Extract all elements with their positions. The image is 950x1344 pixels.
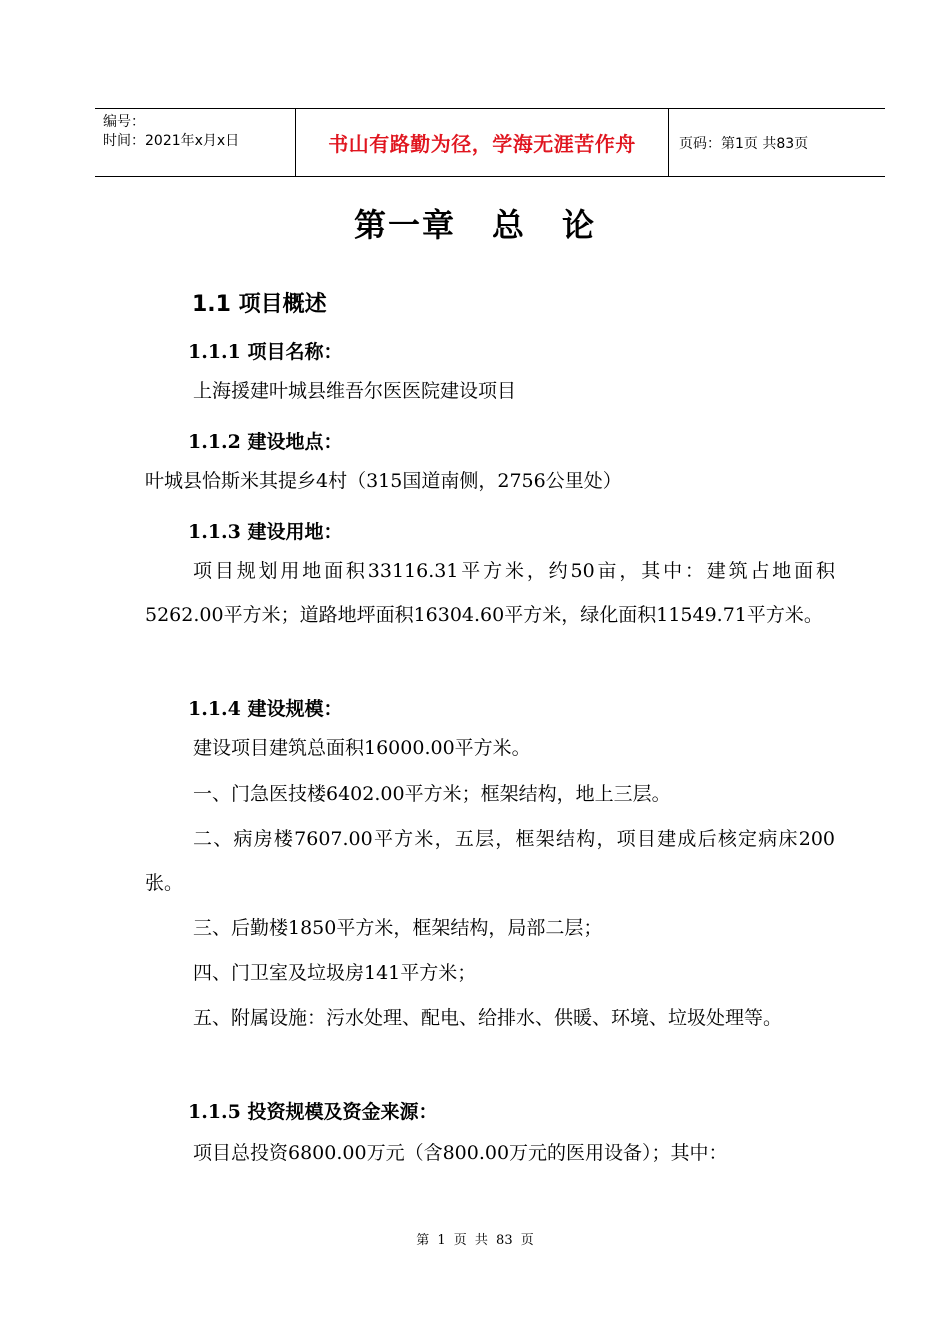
paragraph-investment: 项目总投资6800.00万元（含800.00万元的医用设备）；其中： bbox=[193, 1142, 728, 1164]
header-meta bbox=[95, 109, 296, 176]
subheading-investment: 1.1.5 投资规模及资金来源： bbox=[188, 1101, 438, 1123]
paragraph-scale-item-5: 五、附属设施：污水处理、配电、给排水、供暖、环境、垃圾处理等。 bbox=[193, 1007, 783, 1029]
page-header bbox=[95, 108, 885, 177]
chapter-title bbox=[0, 200, 950, 246]
paragraph-location: 叶城县恰斯米其提乡4村（315国道南侧，2756公里处） bbox=[145, 470, 622, 492]
subheading-scale: 1.1.4 建设规模： bbox=[188, 698, 343, 720]
chapter-title-part3: 论 bbox=[562, 206, 597, 244]
paragraph-scale-item-4: 四、门卫室及垃圾房141平方米； bbox=[193, 962, 477, 984]
header-motto: 书山有路勤为径，学海无涯苦作舟 bbox=[296, 109, 669, 176]
subheading-land: 1.1.3 建设用地： bbox=[188, 521, 343, 543]
chapter-title-part1: 第一章 bbox=[353, 206, 456, 244]
paragraph-project-name: 上海援建叶城县维吾尔医医院建设项目 bbox=[193, 380, 517, 402]
paragraph-scale-item-1: 一、门急医技楼6402.00平方米；框架结构，地上三层。 bbox=[193, 783, 671, 805]
paragraph-scale-item-2: 二、病房楼7607.00平方米，五层，框架结构，项目建成后核定病床200张。 bbox=[145, 828, 835, 894]
subheading-project-name: 1.1.1 项目名称： bbox=[188, 341, 343, 363]
header-page-code: 页码：第1页 共83页 bbox=[679, 135, 809, 152]
page-footer: 第 1 页 共 83 页 bbox=[416, 1233, 534, 1248]
paragraph-scale-item-3: 三、后勤楼1850平方米，框架结构，局部二层； bbox=[193, 917, 603, 939]
section-heading: 1.1 项目概述 bbox=[192, 292, 327, 317]
subheading-location: 1.1.2 建设地点： bbox=[188, 431, 343, 453]
paragraph-scale-total: 建设项目建筑总面积16000.00平方米。 bbox=[193, 737, 531, 759]
time-label: 时间：2021年x月x日 bbox=[103, 133, 240, 149]
paragraph-land: 项目规划用地面积33116.31平方米，约50亩，其中：建筑占地面积5262.00平方米；道路地坪面积16304.60平方米，绿化面积11549.71平方米。 bbox=[145, 560, 835, 626]
serial-label: 编号： bbox=[103, 114, 145, 130]
chapter-title-part2: 总 bbox=[491, 206, 526, 244]
